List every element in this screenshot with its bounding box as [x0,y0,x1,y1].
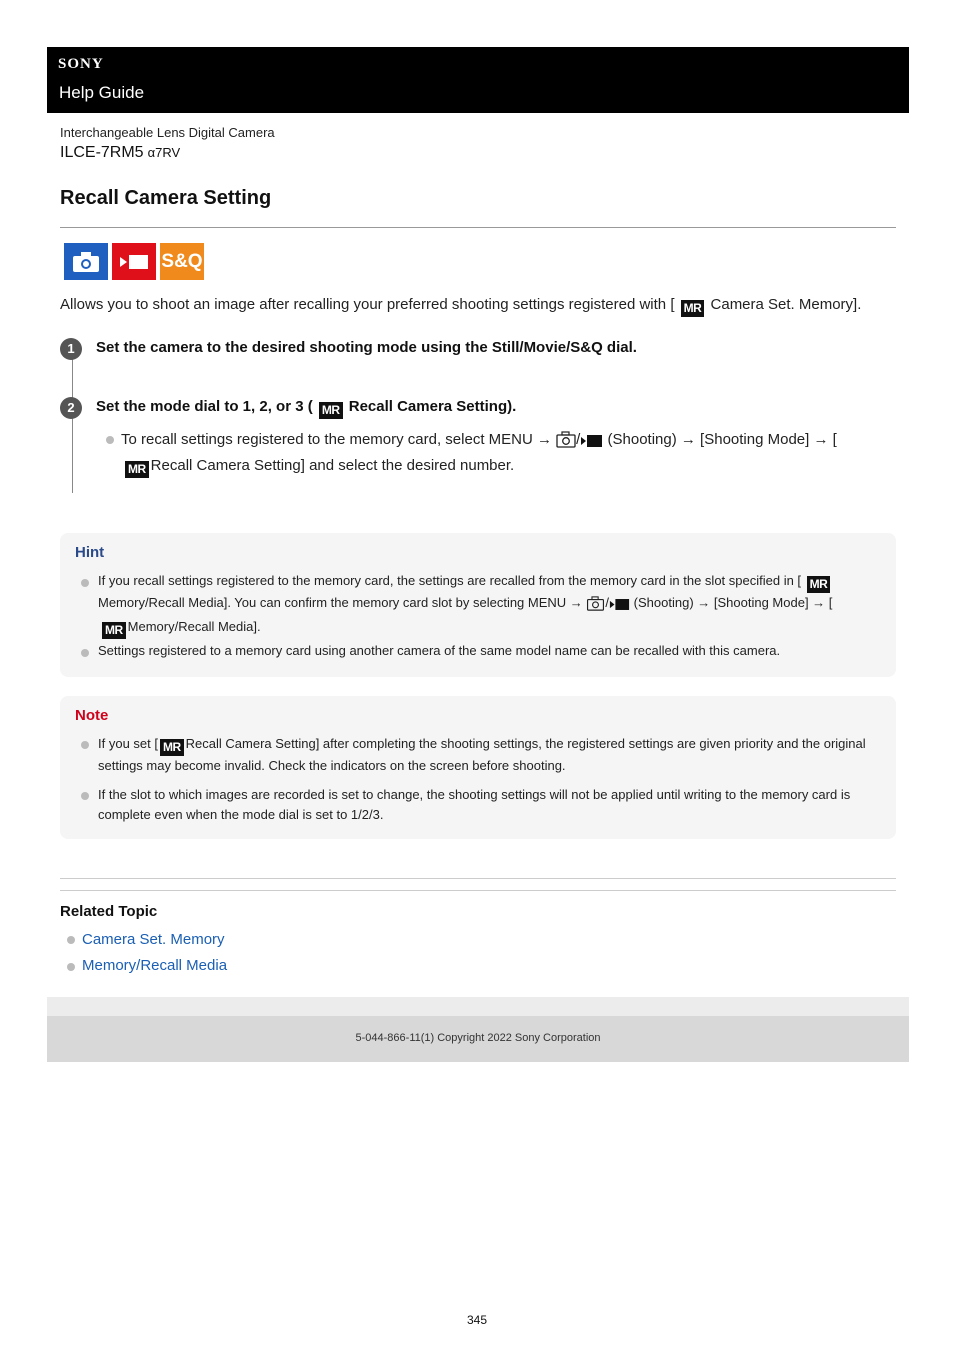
bullet-icon [81,579,89,587]
help-guide-title: Help Guide [59,83,145,102]
step-number-2: 2 [60,397,82,419]
bullet-icon [106,436,114,444]
note-title: Note [75,707,109,724]
model-line [60,144,180,162]
page-header [47,47,909,113]
hint-item-slash: / [605,595,610,610]
step-1-text: Set the camera to the desired shooting mode using the Still/Movie/S&Q dial. [96,339,637,356]
movie-camera-icon [580,433,603,455]
still-camera-icon [586,596,605,617]
page-title: Recall Camera Setting [60,187,272,209]
related-link-camera-set-memory[interactable]: Camera Set. Memory [82,931,225,948]
note-item-text: If you set [ [98,736,158,751]
hint-item-1 [98,571,888,639]
mr-icon: MR [319,402,343,419]
step-connector [72,356,73,493]
note-item-2: If the slot to which images are recorded is set to change, the shooting settings will not be applied until writing to the memory card is complete even when the mode dial is set to 1/2/3. [98,787,851,822]
related-topic-title: Related Topic [60,903,158,920]
intro-text-start: Allows you to shoot an image after recalling your preferred shooting settings registered with [ [60,296,675,313]
mr-icon: MR [102,622,126,639]
intro-text [60,296,861,317]
product-type: Interchangeable Lens Digital Camera [60,125,275,140]
section-divider [60,890,896,891]
movie-camera-icon [609,597,630,617]
note-item-1 [98,734,888,776]
hint-box [60,533,896,677]
bullet-icon [67,936,75,944]
footer-band [47,997,909,1016]
footer [47,1016,909,1062]
mode-icons [64,243,204,280]
step-2-text [96,398,516,419]
note-box [60,696,896,839]
copyright-text: 5-044-866-11(1) Copyright 2022 Sony Corporation [355,1032,601,1044]
movie-mode-icon [112,243,156,280]
bullet-icon [81,649,89,657]
step-2-text-start: Set the mode dial to 1, 2, or 3 ( [96,398,313,415]
step-2-bullet-text: Recall Camera Setting] and select the desired number. [150,457,515,474]
title-divider [60,227,896,228]
hint-item-text: (Shooting) → [Shooting Mode] → [ [633,595,833,610]
model-alt-name: α7RV [147,145,181,160]
page-number: 345 [466,1313,488,1327]
bullet-icon [81,741,89,749]
hint-item-text: Memory/Recall Media]. You can confirm the memory card slot by selecting MENU → [98,595,583,610]
intro-text-end: Camera Set. Memory]. [710,296,862,313]
mr-icon: MR [125,461,149,478]
hint-item-text: If you recall settings registered to the memory card, the settings are recalled from the memory card in the slot specified in [ [98,573,802,588]
still-camera-icon [556,431,576,455]
step-number-1: 1 [60,338,82,360]
note-item-text: Recall Camera Setting] after completing the shooting settings, the registered settings are given priority and the original settings may become invalid. Check the indicators on the screen before shooting. [98,736,866,773]
related-link-memory-recall-media[interactable]: Memory/Recall Media [82,957,228,974]
step-2-bullet-slash: / [576,431,581,448]
hint-item-text: Memory/Recall Media]. [127,618,261,634]
mr-icon: MR [160,739,184,756]
hint-title: Hint [75,544,105,561]
bullet-icon [81,792,89,800]
step-2-bullet-text: To recall settings registered to the memory card, select MENU → [121,431,552,448]
sq-mode-icon: S&Q [160,243,204,280]
step-2-bullet [121,429,891,478]
step-2-bullet-text: (Shooting) → [Shooting Mode] → [ [607,431,837,448]
step-2-text-end: Recall Camera Setting). [348,398,517,415]
mr-icon: MR [807,576,831,593]
model-name: ILCE-7RM5 [60,144,144,161]
hint-item-2: Settings registered to a memory card using another camera of the same model name can be recalled with this camera. [98,643,781,658]
sony-logo: SONY [58,56,104,72]
mr-icon: MR [681,300,705,317]
still-mode-icon [64,243,108,280]
section-divider [60,878,896,879]
bullet-icon [67,963,75,971]
